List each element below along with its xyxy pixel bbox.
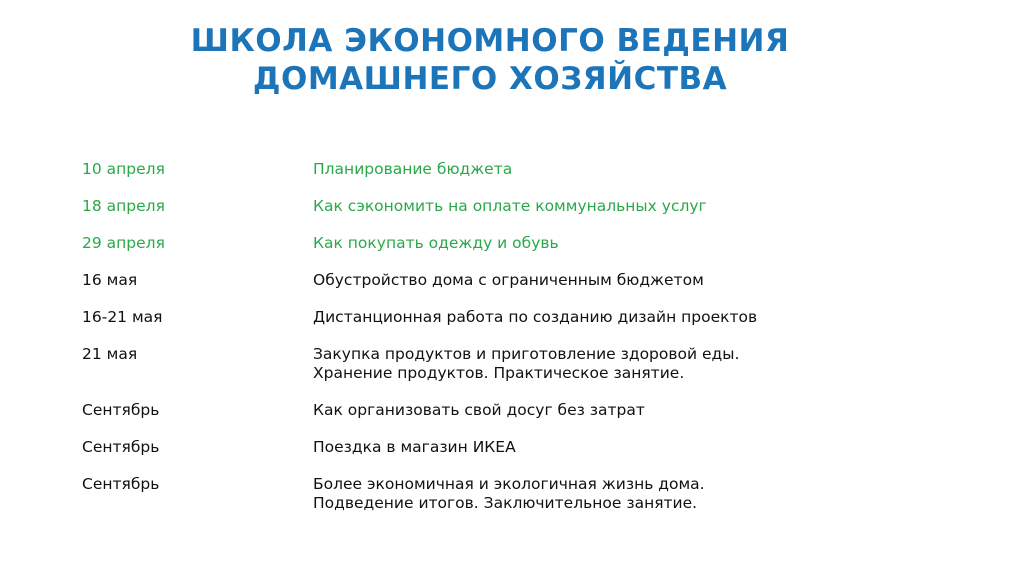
schedule-topic: Планирование бюджета <box>313 160 513 178</box>
schedule-topic: Закупка продуктов и приготовление здоровой еды. Хранение продуктов. Практическое занятие. <box>313 345 740 382</box>
schedule-row <box>82 475 982 515</box>
schedule-date: 16-21 мая <box>82 308 163 326</box>
schedule-topic: Более экономичная и экологичная жизнь дома. Подведение итогов. Заключительное занятие. <box>313 475 705 512</box>
title-line-1: ШКОЛА ЭКОНОМНОГО ВЕДЕНИЯ <box>190 23 790 59</box>
schedule-date: Сентябрь <box>82 438 160 456</box>
schedule-row <box>82 271 982 308</box>
schedule-date: 29 апреля <box>82 234 165 252</box>
schedule-topic: Как организовать свой досуг без затрат <box>313 401 645 419</box>
schedule-date: Сентябрь <box>82 475 160 493</box>
schedule-row <box>82 160 982 197</box>
schedule-date: 10 апреля <box>82 160 165 178</box>
schedule-topic: Обустройство дома с ограниченным бюджетом <box>313 271 704 289</box>
schedule-date: 18 апреля <box>82 197 165 215</box>
schedule-topic: Дистанционная работа по созданию дизайн проектов <box>313 308 758 326</box>
schedule-row <box>82 345 982 401</box>
schedule-date: 16 мая <box>82 271 138 289</box>
schedule-row <box>82 401 982 438</box>
title-line-2: ДОМАШНЕГО ХОЗЯЙСТВА <box>252 61 728 97</box>
schedule-row <box>82 197 982 234</box>
schedule-row <box>82 438 982 475</box>
schedule-date: Сентябрь <box>82 401 160 419</box>
schedule-row <box>82 234 982 271</box>
page-title <box>0 22 980 98</box>
schedule-topic: Как сэкономить на оплате коммунальных услуг <box>313 197 707 215</box>
schedule-row <box>82 308 982 345</box>
schedule-topic: Поездка в магазин ИКЕА <box>313 438 516 456</box>
schedule-list <box>82 160 982 515</box>
schedule-date: 21 мая <box>82 345 138 363</box>
schedule-topic: Как покупать одежду и обувь <box>313 234 559 252</box>
